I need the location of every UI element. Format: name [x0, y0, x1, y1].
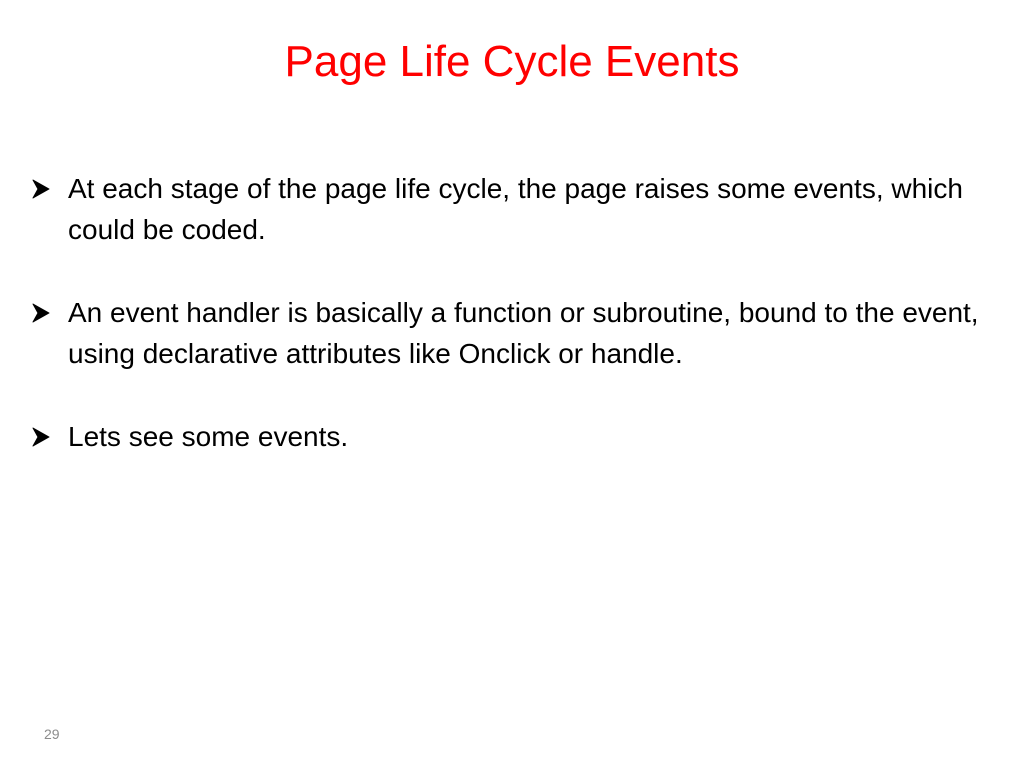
arrowhead-bullet-icon	[30, 178, 52, 200]
bullet-item	[28, 168, 988, 250]
slide-title: Page Life Cycle Events	[284, 37, 740, 86]
bullet-item	[28, 292, 988, 374]
arrowhead-bullet-icon	[30, 302, 52, 324]
bullet-text: Lets see some events.	[68, 421, 349, 452]
bullet-text: At each stage of the page life cycle, the page raises some events, which could be coded.	[68, 173, 963, 245]
page-number: 29	[44, 726, 60, 742]
bullet-item	[28, 416, 988, 457]
bullet-text: An event handler is basically a function or subroutine, bound to the event, using declarative attributes like Onclick or handle.	[68, 297, 979, 369]
bullet-list	[28, 168, 988, 499]
arrowhead-bullet-icon	[30, 426, 52, 448]
